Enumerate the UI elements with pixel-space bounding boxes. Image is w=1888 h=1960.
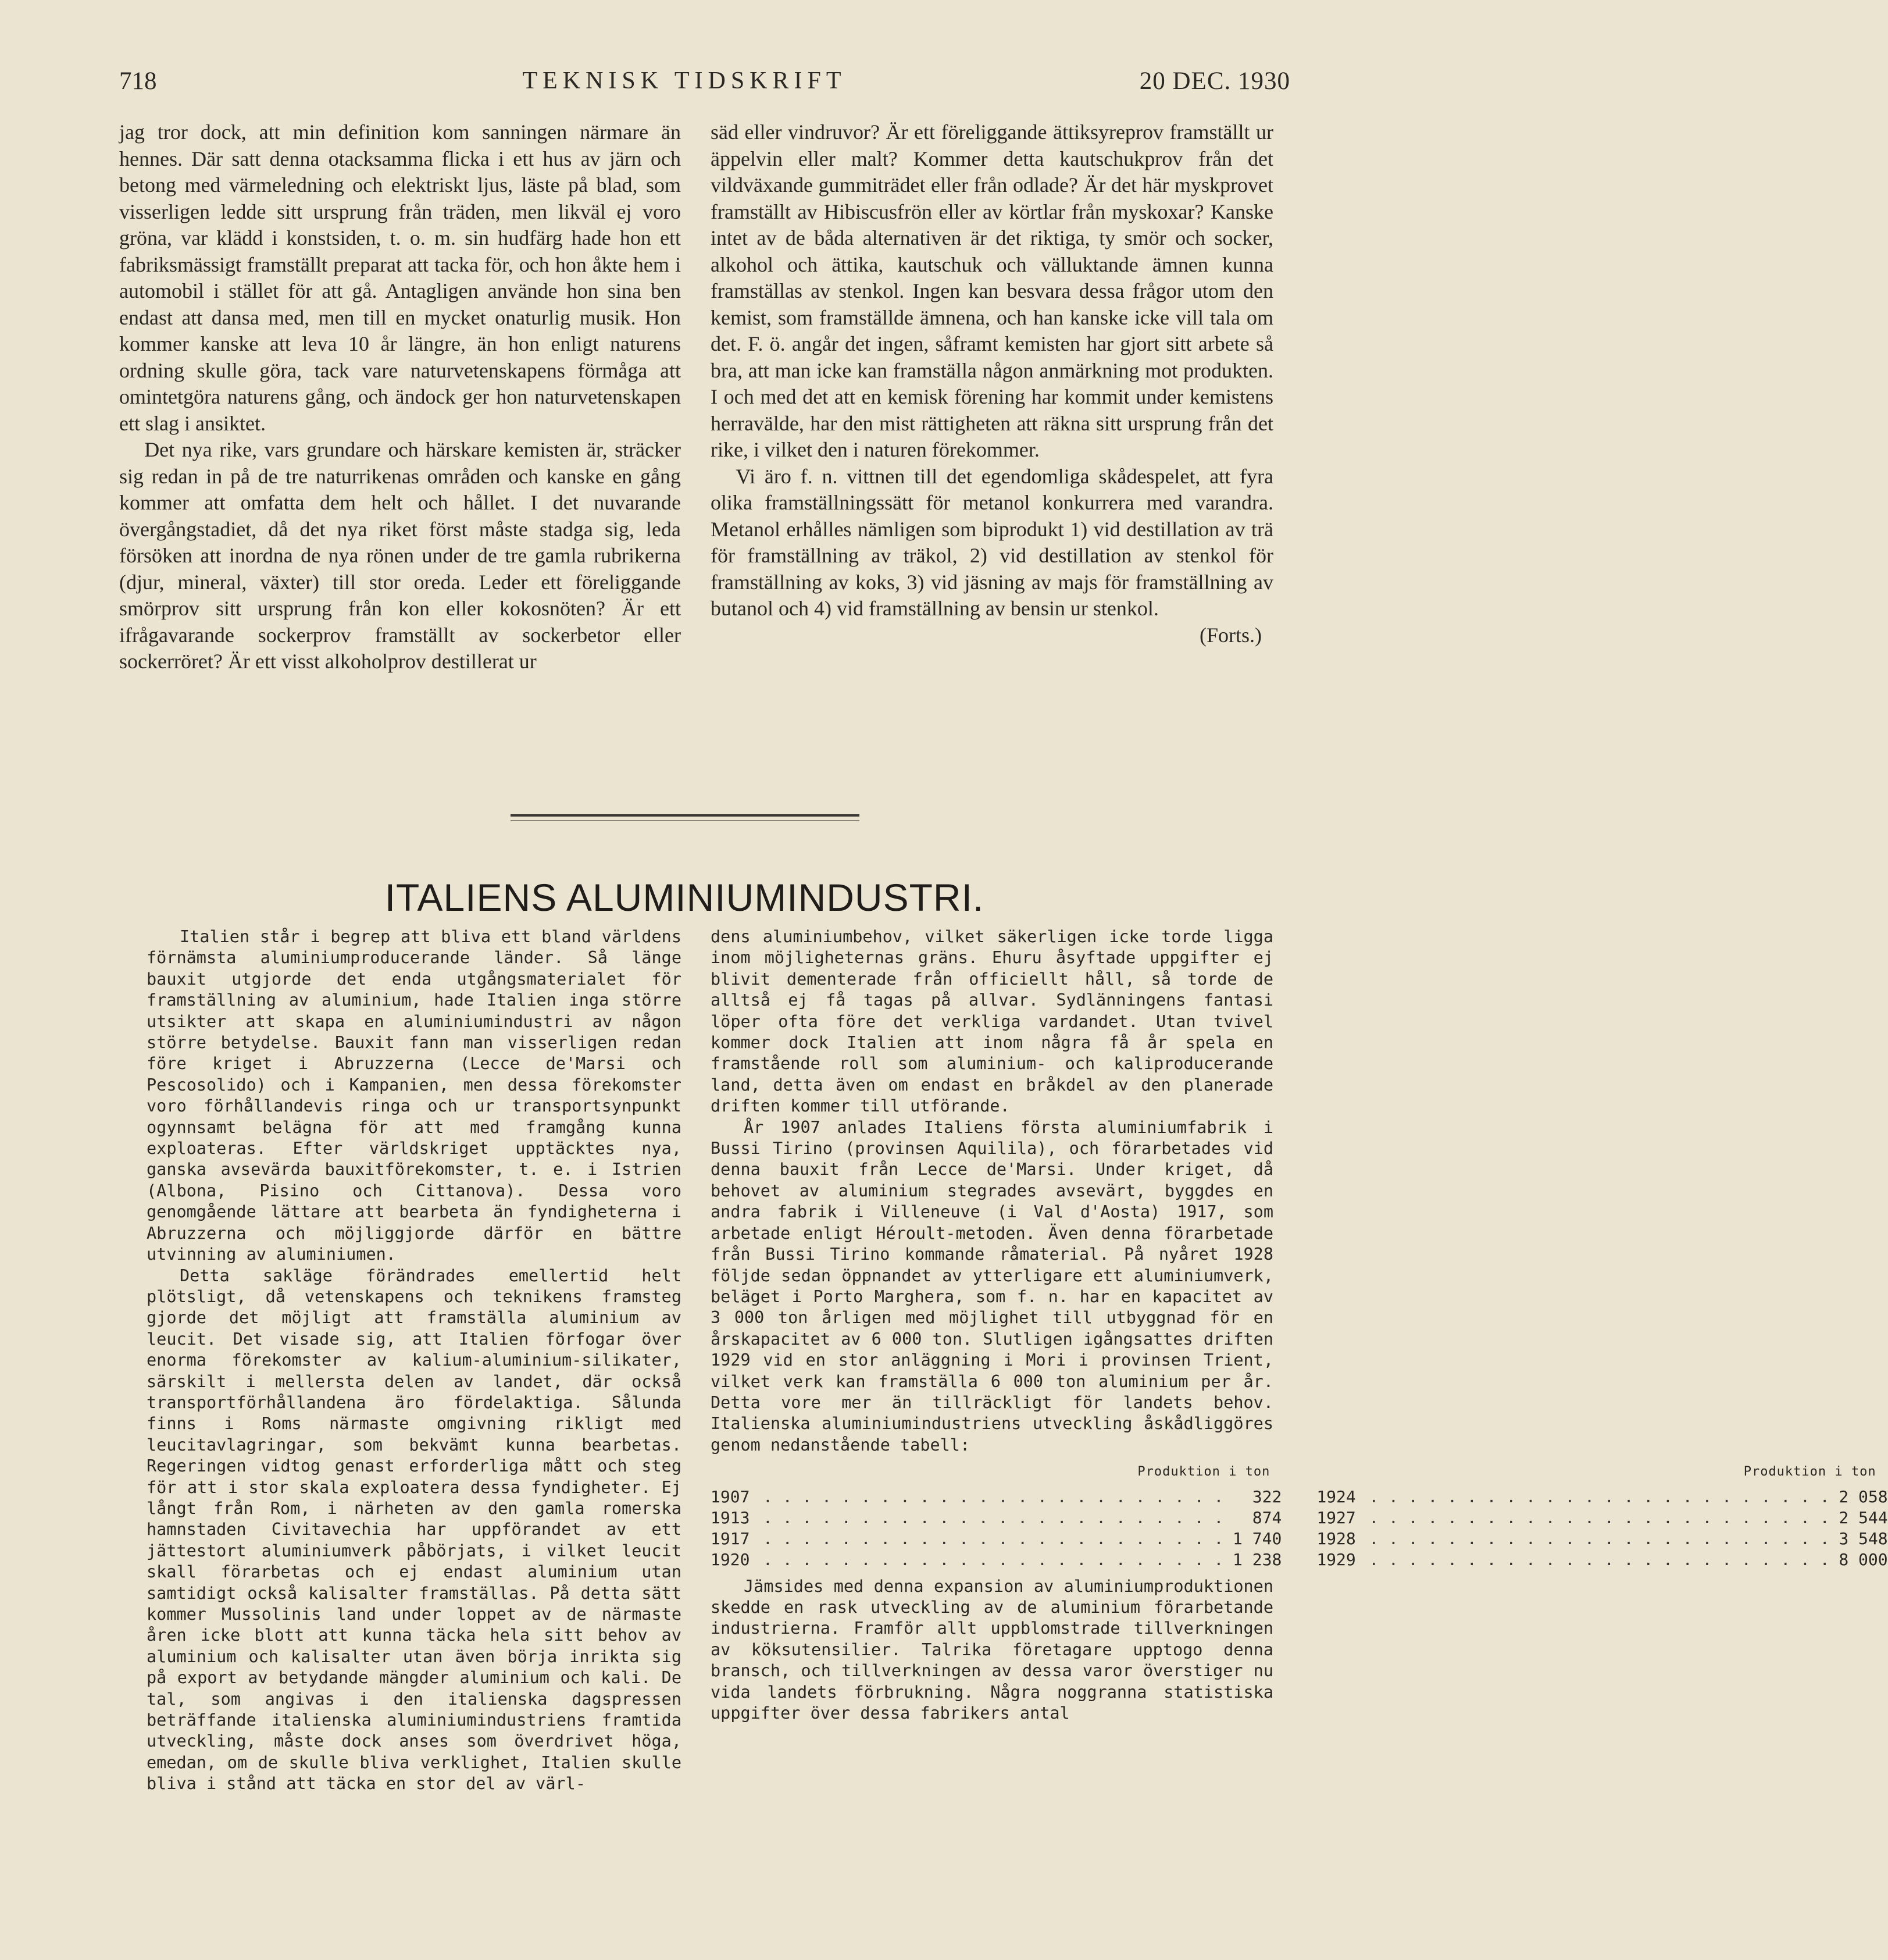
paragraph: Detta sakläge förändrades emellertid helt plötsligt, då vetenskapens och teknikens framsteg gjorde det möjligt att framställa aluminium av leucit. Det visade sig, att Italien förfogar över enorma förekomster av kalium-aluminium-silikater, särskilt i mellersta delen av landet, där också transportförhållandena äro fördelaktiga. Sålunda finns i Roms närmaste omgivning rikligt med leucitavlagringar, som bekvämt kunna bearbetas. Regeringen vidtog genast erforderliga mått och steg för att i stor skala exploatera dessa fyndigheter. Ej långt från Rom, i närheten av den gamla romerska hamnstaden Civitavechia har uppförandet av ett jättestort aluminiumverk påbörjats, i vilket leucit skall förarbetas och ej endast aluminium utan samtidigt också kalisalter framställas. På detta sätt kommer Mussolinis land under loppet av de närmaste åren icke blott att kunna täcka hela sitt behov av aluminium och kalisalter utan även börja inrikta sig på export av betydande mängder aluminium och kali. De tal, som angivas i den italienska dagspressen beträffande italienska aluminiumindustriens framtida utveckling, måste dock anses som överdrivet höga, emedan, om de skulle bliva verklighet, Italien skulle bliva i stånd att täcka en stor del av värl-	[147, 1266, 681, 1794]
upper-right-column	[711, 119, 1273, 648]
table-value: 2 544	[1839, 1508, 1888, 1527]
leader-dots: . . . . . . . . . . . . . . . . . . . . . . . .	[763, 1549, 1224, 1569]
table-year: 1927	[1316, 1508, 1356, 1527]
table-year: 1907	[711, 1487, 750, 1506]
table-year: 1924	[1316, 1487, 1356, 1506]
table-year: 1929	[1316, 1549, 1356, 1569]
leader-dots: . . . . . . . . . . . . . . . . . . . . . . . .	[1369, 1487, 1830, 1506]
leader-dots: . . . . . . . . . . . . . . . . . . . . . . . .	[763, 1508, 1224, 1527]
leader-dots: . . . . . . . . . . . . . . . . . . . . . . . .	[1369, 1549, 1830, 1569]
table-row	[711, 1549, 1282, 1570]
article-title: ITALIENS ALUMINIUMINDUSTRI.	[384, 876, 984, 919]
paragraph: säd eller vindruvor? Är ett föreliggande ättiksyreprov framställt ur äppelvin eller malt? Kommer detta kautschukprov från det vildväxande gummiträdet eller från odlade? Är det här myskprovet framställt av Hibiscusfrön eller av körtlar från myskoxar? Kanske intet av de båda alternativen är det riktiga, ty smör och socker, alkohol och ättika, kautschuk och välluktande ämnen kunna framställas av stenkol. Ingen kan besvara dessa frågor utom den kemist, som framställde ämnena, och han kanske icke vill tala om det. F. ö. angår det ingen, såframt kemisten har gjort sitt arbete så bra, att man icke kan framställa någon anmärkning mot produkten. I och med det att en kemisk förening har kommit under kemistens herravälde, har den mist rättigheten att räkna sitt ursprung från det rike, i vilket den i naturen förekommer.	[711, 120, 1273, 461]
paragraph: År 1907 anlades Italiens första aluminiumfabrik i Bussi Tirino (provinsen Aquilila), och förarbetades vid denna bauxit från Lecce de'Marsi. Under kriget, då behovet av aluminium stegrades avsevärt, byggdes en andra fabrik i Villeneuve (i Val d'Aosta) 1917, som arbetade enligt Héroult-metoden. Även denna förarbetade från Bussi Tirino kommande råmaterial. På nyåret 1928 följde sedan öppnandet av ytterligare ett aluminiumverk, beläget i Porto Marghera, som f. n. har en kapacitet av 3 000 ton årligen med möjlighet till utbyggnad för en årskapacitet av 6 000 ton. Slutligen igångsattes driften 1929 vid en stor anläggning i Mori i provinsen Trient, vilket verk kan framställa 6 000 ton aluminium per år. Detta vore mer än tillräckligt för landets behov. Italienska aluminiumindustriens utveckling åskådliggöres genom nedanstående tabell:	[711, 1117, 1273, 1455]
table-value: 322	[1252, 1487, 1282, 1506]
paragraph: Italien står i begrep att bliva ett bland världens förnämsta aluminiumproducerande länder. Så länge bauxit utgjorde det enda utgångsmaterialet för framställning av aluminium, hade Italien inga större utsikter att skapa en aluminiumindustri av någon större betydelse. Bauxit fann man visserligen redan före kriget i Abruzzerna (Lecce de'Marsi och Pescosolido) och i Kampanien, men dessa förekomster voro förhållandevis ringa och ur transportsynpunkt ogynnsamt belägna för att med framgång kunna exploateras. Efter världskriget upptäcktes nya, ganska avsevärda bauxitförekomster, t. e. i Istrien (Albona, Pisino och Cittanova). Dessa voro genomgående lättare att bearbeta än fyndigheterna i Abruzzerna och möjliggjorde därför en bättre utvinning av aluminiumen.	[147, 927, 681, 1264]
table-header: Produktion i ton	[1743, 1464, 1876, 1480]
production-table-left	[711, 1462, 1282, 1570]
table-year: 1917	[711, 1528, 750, 1548]
table-header: Produktion i ton	[1137, 1464, 1270, 1480]
table-value: 2 058	[1839, 1487, 1888, 1506]
table-row	[1316, 1528, 1887, 1549]
table-row	[711, 1528, 1282, 1549]
upper-left-column	[119, 119, 681, 675]
paragraph: Jämsides med denna expansion av aluminiumproduktionen skedde en rask utveckling av de aluminium förarbetande industrierna. Framför allt uppblomstrade tillverkningen av köksutensilier. Talrika företagare upptogo denna bransch, och tillverkningen av dessa varor överstiger nu vida landets förbrukning. Några noggranna statistiska uppgifter över dessa fabrikers antal	[711, 1576, 1273, 1723]
table-year: 1913	[711, 1508, 750, 1527]
section-divider-thin	[511, 820, 859, 821]
leader-dots: . . . . . . . . . . . . . . . . . . . . . . . .	[1369, 1508, 1830, 1527]
section-divider	[511, 814, 859, 817]
leader-dots: . . . . . . . . . . . . . . . . . . . . . . . .	[763, 1528, 1224, 1548]
table-year: 1928	[1316, 1528, 1356, 1548]
table-value: 874	[1252, 1508, 1282, 1527]
production-table	[711, 1462, 1888, 1570]
lower-left-column	[147, 926, 681, 1795]
table-row	[1316, 1487, 1887, 1508]
leader-dots: . . . . . . . . . . . . . . . . . . . . . . . .	[763, 1487, 1224, 1506]
table-value: 1 238	[1233, 1549, 1282, 1569]
table-year: 1920	[711, 1549, 750, 1569]
lower-right-column	[711, 926, 1888, 1724]
issue-date: 20 DEC. 1930	[1139, 67, 1290, 95]
page-number: 718	[119, 67, 157, 95]
leader-dots: . . . . . . . . . . . . . . . . . . . . . . . .	[1369, 1528, 1830, 1548]
paragraph: Det nya rike, vars grundare och härskare kemisten är, sträcker sig redan in på de tre naturrikenas områden och kanske en gång kommer att omfatta dem helt och hållet. I det nuvarande övergångstadiet, då det nya riket först måste stadga sig, leda försöken att inordna de nya rönen under de tre gamla rubrikerna (djur, mineral, växter) till stor oreda. Leder ett föreliggande smörprov sitt ursprung från kon eller kokosnöten? Är ett ifrågavarande sockerprov framställt av sockerbetor eller sockerröret? Är ett visst alkoholprov destillerat ur	[119, 438, 681, 673]
paragraph: jag tror dock, att min definition kom sanningen närmare än hennes. Där satt denna otacksamma flicka i ett hus av järn och betong med värmeledning och elektriskt ljus, läste på blad, som visserligen ledde sitt ursprung från träden, men likväl ej voro gröna, var klädd i konstsiden, t. o. m. sin hudfärg hade hon ett fabriksmässigt framställt preparat att tacka för, och hon åkte hem i automobil i stället för att gå. Antagligen använde hon sina ben endast att dansa med, men till en mycket onaturlig musik. Hon kommer kanske att leva 10 år längre, än hon enligt naturens ordning skulle göra, tack vare naturvetenskapens förmåga att omintetgöra naturens gång, och ändock ger hon naturvetenskapen ett slag i ansiktet.	[119, 120, 681, 435]
paragraph: dens aluminiumbehov, vilket säkerligen icke torde ligga inom möjligheternas gräns. Ehuru åsyftade uppgifter ej blivit dementerade från officiellt håll, så torde de alltså ej få tagas på allvar. Sydlänningens fantasi löper ofta före det verkliga vardandet. Utan tvivel kommer dock Italien att inom några få år spela en framstående roll som aluminium- och kaliproducerande land, detta även om endast en bråkdel av den planerade driften kommer till utförande.	[711, 927, 1273, 1116]
production-table-right	[1316, 1462, 1887, 1570]
paragraph: Vi äro f. n. vittnen till det egendomliga skådespelet, att fyra olika framställningssätt för metanol konkurrera med varandra. Metanol erhålles nämligen som biprodukt 1) vid destillation av trä för framställning av träkol, 2) vid destillation av stenkol för framställning av koks, 3) vid jäsning av majs för framställning av butanol och 4) vid framställning av bensin ur stenkol.	[711, 464, 1273, 620]
continued-note: (Forts.)	[1200, 623, 1262, 647]
table-value: 1 740	[1233, 1528, 1282, 1548]
journal-title: TEKNISK TIDSKRIFT	[522, 67, 847, 94]
table-value: 3 548	[1839, 1528, 1888, 1548]
table-row	[1316, 1549, 1887, 1570]
table-row	[711, 1508, 1282, 1528]
table-row	[711, 1487, 1282, 1508]
table-row	[1316, 1508, 1887, 1528]
table-value: 8 000	[1839, 1549, 1888, 1569]
